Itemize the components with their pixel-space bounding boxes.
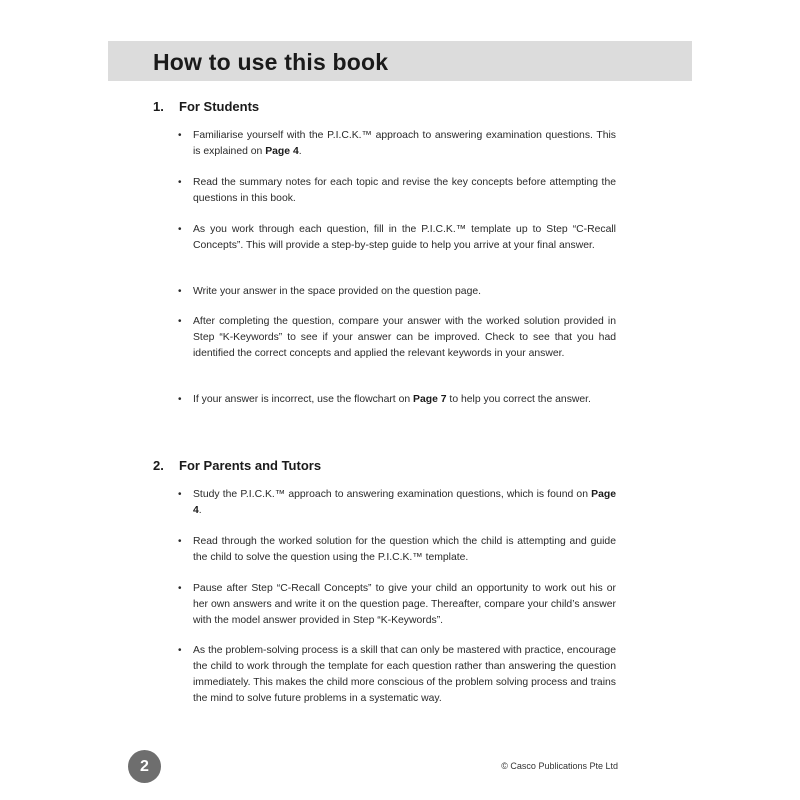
section-number: 2. [153, 458, 164, 473]
list-item: • As you work through each question, fill in the P.I.C.K.™ template up to Step “C-Recall Concepts”. This will provide a step-by-step guide to help you arrive at your final answer. [178, 224, 616, 251]
list-item: • Read the summary notes for each topic and revise the key concepts before attempting the questions in this book. [178, 177, 616, 204]
section-title: For Parents and Tutors [179, 458, 322, 473]
bullet-icon: • [178, 177, 182, 188]
copyright-footer: © Casco Publications Pte Ltd [501, 761, 618, 771]
bullet-icon: • [178, 583, 182, 594]
bullet-icon: • [178, 316, 182, 327]
list-item: • Study the P.I.C.K.™ approach to answering examination questions, which is found on Page 4. [178, 489, 616, 516]
list-item: • Familiarise yourself with the P.I.C.K.™ approach to answering examination questions. This is explained on Page 4. [178, 130, 616, 157]
section-number: 1. [153, 99, 164, 114]
list-item: • Pause after Step “C-Recall Concepts” to give your child an opportunity to work out his or her own answers and write it on the question page. Thereafter, compare your child’s answer with the model answer provided in Step “K-Keywords”. [178, 583, 616, 626]
list-item: • After completing the question, compare your answer with the worked solution provided in Step “K-Keywords” to see if your answer can be improved. Check to see that you had identified the correct concepts and applied the relevant keywords in your answer. [178, 316, 616, 359]
bullet-icon: • [178, 130, 182, 141]
bullet-icon: • [178, 489, 182, 500]
bullet-icon: • [178, 224, 182, 235]
list-item: • Read through the worked solution for the question which the child is attempting and guide the child to solve the question using the P.I.C.K.™ template. [178, 536, 616, 563]
page-title: How to use this book [153, 49, 389, 75]
section-heading-students [153, 99, 259, 115]
section-heading-parents [153, 458, 321, 474]
bullet-icon: • [178, 536, 182, 547]
page-number-badge: 2 [128, 750, 161, 783]
list-item: • Write your answer in the space provided on the question page. [178, 284, 616, 300]
list-item: • As the problem-solving process is a skill that can only be mastered with practice, encourage the child to work through the template for each question rather than answering the question immediately. This makes the child more conscious of the problem solving process and trains the mind to solve future problems in a systematic way. [178, 645, 616, 704]
list-item: • If your answer is incorrect, use the flowchart on Page 7 to help you correct the answer. [178, 392, 616, 408]
bullet-icon: • [178, 394, 182, 405]
bullet-icon: • [178, 286, 182, 297]
section-title: For Students [179, 99, 260, 114]
bullet-icon: • [178, 645, 182, 656]
